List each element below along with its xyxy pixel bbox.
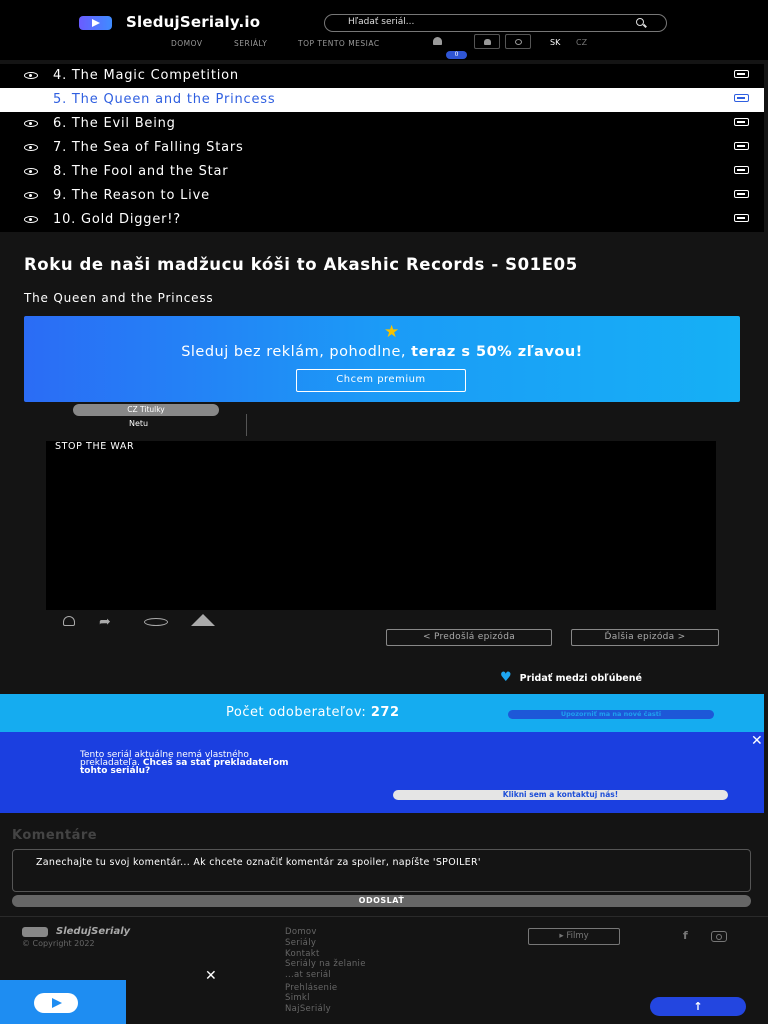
lang-cz[interactable]: CZ xyxy=(576,38,588,47)
instagram-icon[interactable] xyxy=(711,931,727,942)
comment-input[interactable] xyxy=(12,849,751,892)
episode-title: 9. The Reason to Live xyxy=(53,188,210,203)
episode-item[interactable] xyxy=(0,208,764,232)
user-button[interactable] xyxy=(474,34,500,49)
close-icon[interactable]: ✕ xyxy=(751,733,763,749)
subtitles-icon xyxy=(734,70,749,78)
show-title: Roku de naši madžucu kóši to Akashic Records - S01E05 xyxy=(24,255,578,274)
footer-link-requests[interactable]: Seriály na želanie xyxy=(285,959,366,969)
share-icon[interactable]: ➦ xyxy=(99,614,111,630)
episode-item[interactable] xyxy=(0,136,764,160)
player-overlay-text: STOP THE WAR xyxy=(55,441,135,452)
eye-icon xyxy=(24,144,38,151)
premium-button[interactable]: Chcem premium xyxy=(296,369,466,392)
contact-button[interactable]: Klikni sem a kontaktuj nás! xyxy=(393,790,728,800)
notification-badge: 0 xyxy=(446,51,467,59)
premium-promo-banner xyxy=(24,316,740,402)
episode-title: 7. The Sea of Falling Stars xyxy=(53,140,244,155)
heart-icon: ♥ xyxy=(500,670,512,685)
episode-item[interactable] xyxy=(0,184,764,208)
episode-title: 5. The Queen and the Princess xyxy=(53,92,276,107)
footer-link-simkl[interactable]: Simkl xyxy=(285,993,310,1003)
translator-message: Tento seriál aktuálne nemá vlastného prekladateľa. Chceš sa stať prekladateľom tohto seriálu? xyxy=(80,750,289,776)
footer-link-contact[interactable]: Kontakt xyxy=(285,949,320,959)
episode-title: 4. The Magic Competition xyxy=(53,68,239,83)
subtitles-icon xyxy=(734,166,749,174)
footer-logo[interactable]: SledujSerialy xyxy=(56,926,131,937)
comments-heading: Komentáre xyxy=(12,828,98,843)
footer-link-series[interactable]: Seriály xyxy=(285,938,317,948)
translator-banner xyxy=(0,732,764,813)
subtitles-icon xyxy=(734,142,749,150)
subtitles-icon xyxy=(734,190,749,198)
star-icon: ★ xyxy=(384,322,400,342)
eye-icon xyxy=(24,192,38,199)
facebook-icon[interactable]: f xyxy=(683,929,688,942)
eye-icon xyxy=(24,168,38,175)
search-input[interactable] xyxy=(324,14,667,32)
site-logo[interactable]: SledujSerialy.io xyxy=(126,13,261,31)
notify-button[interactable]: Upozorniť ma na nové časti xyxy=(508,710,714,719)
nav-top-month[interactable]: TOP TENTO MESIAC xyxy=(298,39,380,48)
subtitles-icon xyxy=(734,214,749,222)
subscribers-count: Počet odoberateľov: 272 xyxy=(226,705,400,720)
episode-item[interactable] xyxy=(0,64,764,88)
eye-icon xyxy=(24,72,38,79)
films-button[interactable]: ▸ Filmy xyxy=(528,928,620,945)
subtitles-tab[interactable]: CZ Titulky xyxy=(73,404,219,416)
subscribers-bar xyxy=(0,694,764,732)
footer-logo-icon[interactable] xyxy=(22,927,48,937)
source-tab[interactable]: Netu xyxy=(129,419,149,428)
logout-button[interactable] xyxy=(505,34,531,49)
episode-item[interactable] xyxy=(0,160,764,184)
power-icon xyxy=(515,39,522,45)
comment-placeholder: Zanechajte tu svoj komentár... Ak chcete označiť komentár za spoiler, napíšte 'SPOILER' xyxy=(36,857,481,868)
episode-list xyxy=(0,64,764,232)
user-icon xyxy=(484,39,491,45)
close-ad-icon[interactable]: ✕ xyxy=(205,968,217,984)
promo-text: Sleduj bez reklám, pohodlne, teraz s 50% zľavou! xyxy=(181,344,583,360)
episode-title: 8. The Fool and the Star xyxy=(53,164,229,179)
subtitles-icon xyxy=(734,94,749,102)
footer-link-najserialy[interactable]: NajSeriály xyxy=(285,1004,332,1014)
search-icon[interactable] xyxy=(636,18,644,26)
report-warning-icon[interactable] xyxy=(191,614,215,626)
site-header xyxy=(0,0,768,60)
light-bulb-icon[interactable] xyxy=(63,616,75,626)
nav-home[interactable]: DOMOV xyxy=(171,39,203,48)
episode-title: 10. Gold Digger!? xyxy=(53,212,182,227)
footer-link-home[interactable]: Domov xyxy=(285,927,317,937)
episode-item-active[interactable] xyxy=(0,88,764,112)
episode-item[interactable] xyxy=(0,112,764,136)
episode-title: 6. The Evil Being xyxy=(53,116,176,131)
footer-divider xyxy=(0,916,768,917)
play-icon xyxy=(34,993,78,1013)
watched-eye-icon[interactable] xyxy=(144,618,168,626)
search-placeholder: Hľadať seriál... xyxy=(348,17,415,27)
nav-series[interactable]: SERIÁLY xyxy=(234,39,268,48)
next-episode-button[interactable]: Ďalšia epizóda > xyxy=(571,629,719,646)
divider xyxy=(246,414,247,436)
add-favorite-button[interactable]: ♥ Pridať medzi obľúbené xyxy=(500,670,642,685)
eye-icon xyxy=(24,216,38,223)
episode-subtitle: The Queen and the Princess xyxy=(24,291,214,305)
logo-play-icon[interactable] xyxy=(79,16,112,30)
footer-link-add-series[interactable]: ...at seriál xyxy=(285,970,332,980)
eye-icon xyxy=(24,120,38,127)
bell-icon[interactable] xyxy=(433,37,442,45)
subtitles-icon xyxy=(734,118,749,126)
lang-sk[interactable]: SK xyxy=(550,38,561,47)
send-comment-button[interactable]: ODOSLAŤ xyxy=(12,895,751,907)
video-player[interactable] xyxy=(46,441,716,610)
previous-episode-button[interactable]: < Predošlá epizóda xyxy=(386,629,552,646)
app-launch-button[interactable] xyxy=(0,980,126,1024)
copyright: © Copyright 2022 xyxy=(22,939,95,948)
footer-link-disclaimer[interactable]: Prehlásenie xyxy=(285,983,338,993)
scroll-top-button[interactable]: ↑ xyxy=(650,997,746,1016)
